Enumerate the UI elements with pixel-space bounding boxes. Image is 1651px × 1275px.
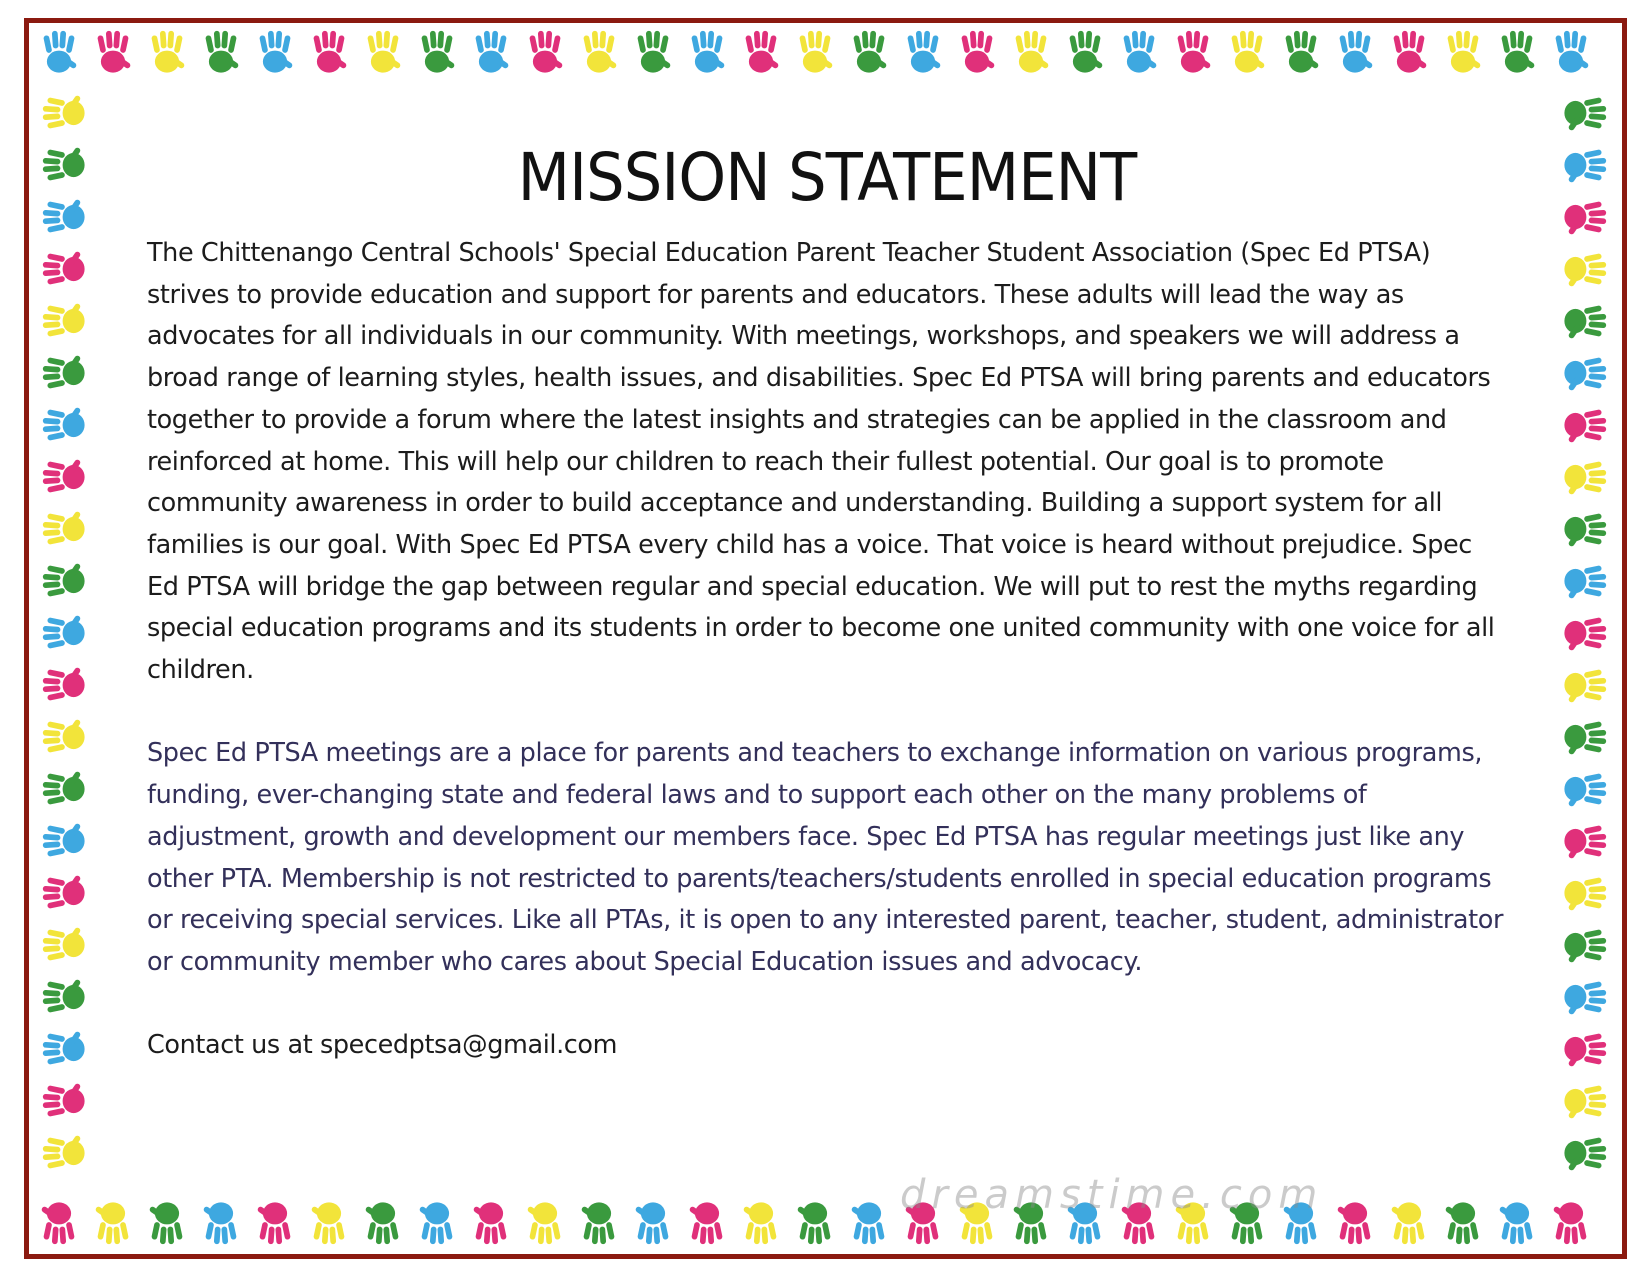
hand-print-icon: [43, 1135, 85, 1169]
hand-print-icon: [43, 1031, 85, 1065]
hand-print-icon: [43, 459, 85, 493]
hand-print-icon: [41, 1202, 75, 1244]
document-body: [147, 133, 1507, 1067]
hand-print-icon: [43, 251, 85, 285]
hand-print-icon: [1564, 461, 1606, 495]
hand-print-icon: [1447, 31, 1481, 73]
hand-print-icon: [257, 1202, 291, 1244]
hand-print-icon: [1177, 31, 1211, 73]
hand-print-icon: [43, 407, 85, 441]
hand-print-icon: [43, 95, 85, 129]
hand-print-icon: [43, 719, 85, 753]
hand-print-icon: [43, 1083, 85, 1117]
hand-print-icon: [95, 1202, 129, 1244]
hand-print-icon: [43, 31, 77, 73]
page-frame: [24, 18, 1627, 1259]
hand-print-icon: [581, 1202, 615, 1244]
hand-print-icon: [43, 511, 85, 545]
hand-print-icon: [151, 31, 185, 73]
hand-print-icon: [43, 979, 85, 1013]
hand-print-icon: [1564, 929, 1606, 963]
hand-print-icon: [1553, 1202, 1587, 1244]
hand-print-icon: [475, 31, 509, 73]
hand-print-icon: [43, 303, 85, 337]
hand-print-icon: [205, 31, 239, 73]
hand-print-icon: [97, 31, 131, 73]
hand-print-icon: [1564, 409, 1606, 443]
hand-print-icon: [1285, 31, 1319, 73]
hand-print-icon: [1564, 149, 1606, 183]
hand-print-icon: [259, 31, 293, 73]
hand-print-icon: [473, 1202, 507, 1244]
hand-print-icon: [43, 615, 85, 649]
hand-print-icon: [1564, 1085, 1606, 1119]
hand-print-icon: [311, 1202, 345, 1244]
hand-print-icon: [1123, 31, 1157, 73]
hand-print-icon: [1445, 1202, 1479, 1244]
hand-print-icon: [1564, 981, 1606, 1015]
hand-print-icon: [365, 1202, 399, 1244]
hand-print-icon: [1015, 31, 1049, 73]
hand-print-icon: [1337, 1202, 1371, 1244]
hand-print-icon: [691, 31, 725, 73]
hand-print-icon: [1564, 877, 1606, 911]
hand-print-icon: [1564, 1137, 1606, 1171]
mission-paragraph: The Chittenango Central Schools' Special Education Parent Teacher Student Association (Spec Ed PTSA) strives to provide education and support for parents and educators. These adults will lead the way as advocates for all individuals in our community. With meetings, workshops, and speakers we will address a broad range of learning styles, health issues, and disabilities. Spec Ed PTSA will bring parents and educators together to provide a forum where the latest insights and strategies can be applied in the classroom and reinforced at home. This will help our children to reach their fullest potential. Our goal is to promote community awareness in order to build acceptance and understanding. Building a support system for all families is our goal. With Spec Ed PTSA every child has a voice. That voice is heard without prejudice. Spec Ed PTSA will bridge the gap between regular and special education. We will put to rest the myths regarding special education programs and its students in order to become one united community with one voice for all children.: [147, 238, 1495, 686]
hand-print-icon: [313, 31, 347, 73]
hand-print-icon: [1564, 201, 1606, 235]
hand-print-icon: [43, 823, 85, 857]
meetings-paragraph: Spec Ed PTSA meetings are a place for parents and teachers to exchange information on various programs, funding, ever-changing state and federal laws and to support each other on the many problems of adjustment, growth and development our members face. Spec Ed PTSA has regular meetings just like any other PTA. Membership is not restricted to parents/teachers/students enrolled in special education programs or receiving special services. Like all PTAs, it is open to any interested parent, teacher, student, administrator or community member who cares about Special Education issues and advocacy.: [147, 738, 1504, 977]
hand-print-icon: [1069, 31, 1103, 73]
hand-print-icon: [961, 31, 995, 73]
hand-print-icon: [203, 1202, 237, 1244]
hand-print-icon: [1564, 721, 1606, 755]
hand-print-icon: [1555, 31, 1589, 73]
hand-print-icon: [1564, 513, 1606, 547]
hand-print-icon: [43, 147, 85, 181]
hand-print-icon: [745, 31, 779, 73]
hand-print-icon: [1564, 253, 1606, 287]
hand-print-icon: [851, 1202, 885, 1244]
hand-print-icon: [529, 31, 563, 73]
hand-print-icon: [419, 1202, 453, 1244]
hand-print-icon: [689, 1202, 723, 1244]
hand-print-icon: [527, 1202, 561, 1244]
hand-print-icon: [1564, 1033, 1606, 1067]
hand-print-icon: [43, 771, 85, 805]
hand-print-icon: [1564, 565, 1606, 599]
watermark: dreamstime.com: [900, 1172, 1324, 1218]
hand-print-icon: [43, 199, 85, 233]
hand-print-icon: [1501, 31, 1535, 73]
hand-print-icon: [1393, 31, 1427, 73]
hand-print-icon: [149, 1202, 183, 1244]
hand-print-icon: [583, 31, 617, 73]
hand-print-icon: [43, 563, 85, 597]
hand-print-icon: [635, 1202, 669, 1244]
hand-print-icon: [637, 31, 671, 73]
hand-print-icon: [43, 355, 85, 389]
hand-print-icon: [43, 875, 85, 909]
hand-print-icon: [1564, 305, 1606, 339]
hand-print-icon: [853, 31, 887, 73]
hand-print-icon: [367, 31, 401, 73]
hand-print-icon: [1231, 31, 1265, 73]
hand-print-icon: [799, 31, 833, 73]
hand-print-icon: [421, 31, 455, 73]
hand-print-icon: [1564, 825, 1606, 859]
hand-print-icon: [797, 1202, 831, 1244]
hand-print-icon: [1564, 617, 1606, 651]
hand-print-icon: [743, 1202, 777, 1244]
hand-print-icon: [907, 31, 941, 73]
contact-line: Contact us at specedptsa@gmail.com: [147, 1030, 618, 1061]
hand-print-icon: [43, 667, 85, 701]
hand-print-icon: [1339, 31, 1373, 73]
hand-print-icon: [1564, 357, 1606, 391]
hand-print-icon: [43, 927, 85, 961]
hand-print-icon: [1499, 1202, 1533, 1244]
hand-print-icon: [1564, 773, 1606, 807]
hand-print-icon: [1564, 97, 1606, 131]
page-title: MISSION STATEMENT: [517, 139, 1137, 216]
hand-print-icon: [1564, 669, 1606, 703]
hand-print-icon: [1391, 1202, 1425, 1244]
